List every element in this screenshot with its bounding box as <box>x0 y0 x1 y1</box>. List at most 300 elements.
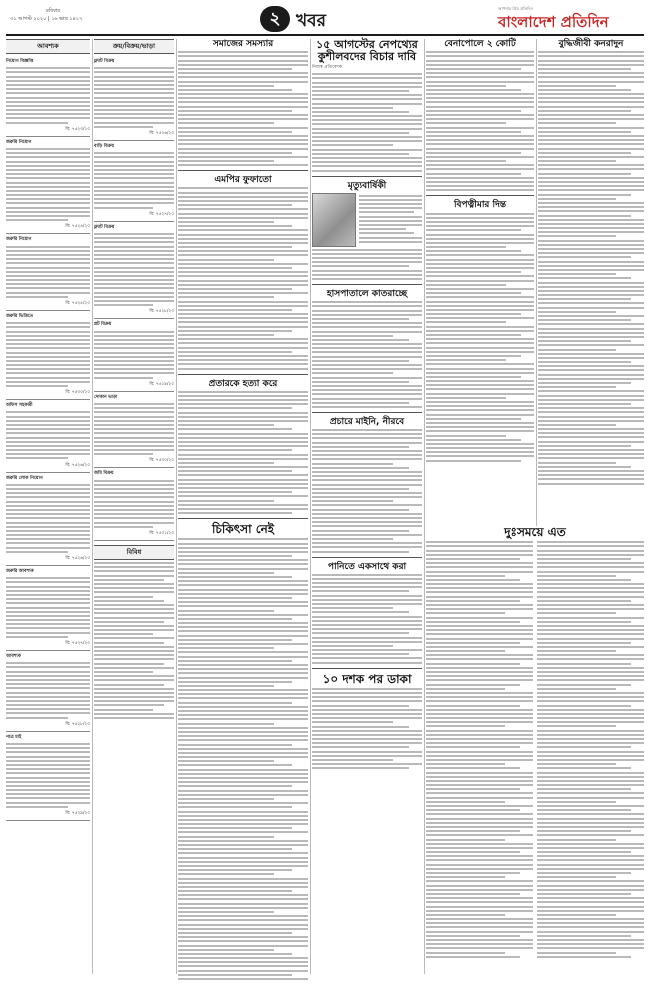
text-line <box>537 822 644 824</box>
classified-ad[interactable] <box>6 311 90 400</box>
text-line <box>312 347 422 349</box>
text-line <box>6 768 90 770</box>
text-line <box>94 509 174 511</box>
text-line <box>94 233 174 235</box>
text-line <box>94 122 174 124</box>
obituary-photo <box>312 193 356 247</box>
text-line <box>94 331 174 333</box>
news-column-3 <box>178 39 308 974</box>
text-line <box>312 331 422 333</box>
text-line <box>6 258 90 260</box>
text-line <box>312 393 422 395</box>
text-line <box>537 612 616 614</box>
text-line <box>6 105 90 107</box>
text-line <box>94 428 174 430</box>
text-line <box>6 627 90 629</box>
classified-ad[interactable] <box>6 473 90 566</box>
text-line <box>178 819 308 821</box>
text-line <box>426 629 533 631</box>
text-line <box>537 650 616 652</box>
text-line <box>6 590 90 592</box>
divider <box>178 374 308 375</box>
text-line <box>94 182 174 184</box>
text-line <box>312 356 422 358</box>
text-line <box>178 420 308 422</box>
text-line <box>94 517 174 519</box>
text-line <box>178 806 292 808</box>
text-line <box>426 330 534 332</box>
text-line <box>426 347 534 349</box>
article-text <box>538 51 644 484</box>
text-line <box>178 288 292 290</box>
text-line <box>538 315 644 317</box>
text-line <box>312 157 422 159</box>
text-line <box>426 405 534 407</box>
divider <box>426 195 534 196</box>
text-line <box>426 663 520 665</box>
text-line <box>6 492 90 494</box>
headline[interactable]: সমাজের সমস্যার <box>212 39 274 49</box>
text-line <box>6 538 90 540</box>
classified-ad[interactable] <box>94 141 174 222</box>
text-line <box>426 51 534 53</box>
text-line <box>178 317 308 319</box>
text-line <box>6 789 90 791</box>
text-line <box>178 547 308 549</box>
text-line <box>6 505 90 507</box>
text-line <box>94 416 174 418</box>
text-line <box>94 453 153 455</box>
text-line <box>178 576 292 578</box>
text-line <box>312 339 409 341</box>
text-line <box>426 93 534 95</box>
text-line <box>178 458 308 460</box>
text-line <box>538 462 616 464</box>
text-line <box>426 579 520 581</box>
text-line <box>6 675 90 677</box>
text-line <box>426 705 520 707</box>
text-line <box>312 530 409 532</box>
text-line <box>94 105 174 107</box>
text-line <box>178 338 308 340</box>
text-line <box>426 447 534 449</box>
text-line <box>178 635 308 637</box>
text-line <box>6 445 90 447</box>
text-line <box>426 935 520 937</box>
text-line <box>178 143 308 145</box>
text-line <box>94 709 153 711</box>
text-line <box>537 876 616 878</box>
text-line <box>178 932 292 934</box>
text-line <box>312 751 422 753</box>
text-line <box>94 254 174 256</box>
classified-ad-ref: বি: ৭৫২৩/২০ <box>65 126 90 132</box>
text-line <box>94 377 153 379</box>
text-line <box>94 352 174 354</box>
text-line <box>6 117 90 119</box>
text-line <box>178 416 308 418</box>
text-line <box>312 767 409 769</box>
text-line <box>312 475 422 477</box>
text-line <box>537 721 644 723</box>
text-line <box>312 759 393 761</box>
text-line <box>426 122 506 124</box>
text-line <box>426 822 533 824</box>
text-line <box>538 185 644 187</box>
text-line <box>426 612 505 614</box>
masthead-logo[interactable] <box>498 6 638 32</box>
text-line <box>94 437 174 439</box>
text-line <box>538 382 631 384</box>
classified-ad[interactable] <box>6 56 90 137</box>
text-line <box>6 416 90 418</box>
page-number: ২ <box>260 6 290 32</box>
text-line <box>312 551 409 553</box>
text-line <box>426 76 534 78</box>
text-line <box>426 767 520 769</box>
text-line <box>94 80 174 82</box>
text-line <box>94 484 174 486</box>
text-line <box>312 153 409 155</box>
text-line <box>178 238 308 240</box>
text-line <box>312 542 422 544</box>
text-line <box>537 633 644 635</box>
text-line <box>537 725 616 727</box>
text-line <box>6 671 90 673</box>
text-line <box>537 696 644 698</box>
text-line <box>537 910 644 912</box>
text-line <box>538 453 644 455</box>
headline[interactable]: এমপির ফুফাতো <box>214 175 272 186</box>
text-line <box>426 305 534 307</box>
text-line <box>537 943 644 945</box>
text-line <box>537 692 644 694</box>
headline[interactable]: ১৫ আগস্টের নেপথ্যের কুশীলবদের বিচার দাবি <box>316 38 418 63</box>
text-line <box>6 704 90 706</box>
text-line <box>312 107 393 109</box>
classified-ad[interactable] <box>94 468 174 540</box>
text-line <box>426 713 533 715</box>
text-line <box>312 504 422 506</box>
text-line <box>94 692 174 694</box>
text-line <box>426 225 534 227</box>
text-line <box>6 785 90 787</box>
text-line <box>6 267 90 269</box>
text-line <box>426 947 533 949</box>
text-line <box>537 700 644 702</box>
text-line <box>538 441 644 443</box>
text-line <box>359 224 422 226</box>
text-line <box>6 594 90 596</box>
text-line <box>426 776 533 778</box>
text-line <box>178 334 274 336</box>
text-line <box>359 207 422 209</box>
text-line <box>312 578 422 580</box>
text-line <box>6 343 90 345</box>
text-line <box>94 296 174 298</box>
text-line <box>312 709 422 711</box>
text-line <box>312 270 422 272</box>
text-line <box>178 739 308 741</box>
obituary-heading[interactable]: মৃত্যুবার্ষিকী <box>347 180 387 191</box>
text-line <box>94 562 174 564</box>
classified-jobs-column <box>6 39 90 974</box>
text-line <box>426 617 533 619</box>
text-line <box>6 526 90 528</box>
text-line <box>178 229 308 231</box>
text-line <box>94 246 174 248</box>
text-line <box>538 64 644 66</box>
text-line <box>426 443 534 445</box>
text-line <box>537 809 631 811</box>
classified-ad[interactable] <box>6 137 90 235</box>
text-line <box>537 839 616 841</box>
text-line <box>94 675 174 677</box>
text-line <box>426 730 533 732</box>
text-line <box>94 480 174 482</box>
text-line <box>538 361 631 363</box>
text-line <box>538 290 644 292</box>
text-line <box>312 90 409 92</box>
text-line <box>537 780 644 782</box>
text-line <box>426 229 521 231</box>
text-line <box>312 128 422 130</box>
text-line <box>426 675 533 677</box>
text-line <box>6 797 90 799</box>
text-line <box>426 414 534 416</box>
text-line <box>312 705 409 707</box>
text-line <box>94 202 174 204</box>
text-line <box>178 903 308 905</box>
headline[interactable]: প্রচারে মাইনি, নীরবে <box>329 416 405 427</box>
headline[interactable]: বুদ্ধিজীবী কনরাদুন <box>558 39 624 49</box>
text-line <box>538 323 644 325</box>
text-line <box>538 416 644 418</box>
text-line <box>426 114 534 116</box>
headline[interactable]: দুঃসময়ে এত <box>504 525 566 539</box>
text-line <box>178 764 292 766</box>
headline[interactable]: চিকিৎসা নেই <box>211 522 274 537</box>
headline[interactable]: প্রতারকে হত্যা করে <box>208 378 278 389</box>
text-line <box>426 426 534 428</box>
text-line <box>312 86 422 88</box>
classified-ad[interactable] <box>94 392 174 469</box>
text-line <box>426 280 534 282</box>
text-line <box>94 364 174 366</box>
article-text <box>178 51 308 166</box>
classified-ad-ref: বি: ৭৫২৮/২০ <box>65 721 90 727</box>
text-line <box>178 200 308 202</box>
column-divider <box>310 39 311 974</box>
text-line <box>426 313 521 315</box>
misc-ads <box>94 562 174 719</box>
text-line <box>426 68 521 70</box>
text-line <box>537 797 644 799</box>
headline[interactable]: বিপত্নীমার দিন্ত <box>453 200 507 211</box>
text-line <box>426 64 534 66</box>
text-line <box>537 554 644 556</box>
classified-ad[interactable] <box>94 56 174 141</box>
text-line <box>426 135 534 137</box>
classified-ad[interactable] <box>6 732 90 821</box>
text-line <box>94 625 174 627</box>
text-line <box>312 406 422 408</box>
classified-ad[interactable] <box>6 400 90 472</box>
text-line <box>178 723 274 725</box>
text-line <box>178 148 308 150</box>
text-line <box>6 577 90 579</box>
text-line <box>538 466 631 468</box>
text-line <box>94 67 174 69</box>
article-text <box>178 187 308 369</box>
text-line <box>178 580 308 582</box>
text-line <box>538 202 644 204</box>
text-line <box>312 746 409 748</box>
text-line <box>6 602 90 604</box>
text-line <box>537 872 631 874</box>
text-line <box>426 889 533 891</box>
classified-ad[interactable] <box>94 222 174 320</box>
text-line <box>537 952 616 954</box>
text-line <box>538 374 644 376</box>
text-line <box>312 161 422 163</box>
text-line <box>312 730 422 732</box>
classified-ad[interactable] <box>6 234 90 311</box>
text-line <box>312 484 422 486</box>
text-line <box>312 149 422 151</box>
text-line <box>94 583 174 585</box>
text-line <box>6 708 90 710</box>
text-line <box>94 658 174 660</box>
text-line <box>312 381 409 383</box>
text-line <box>537 596 644 598</box>
text-line <box>94 684 164 686</box>
text-line <box>426 587 533 589</box>
headline[interactable]: পানিতে একসাথে করা <box>327 561 407 572</box>
text-line <box>94 194 174 196</box>
text-line <box>426 956 520 958</box>
text-line <box>312 471 422 473</box>
text-line <box>312 649 422 651</box>
text-line <box>94 629 174 631</box>
classified-ad[interactable] <box>6 566 90 651</box>
text-line <box>6 250 90 252</box>
text-line <box>537 566 644 568</box>
text-line <box>178 292 308 294</box>
classified-ad-title: পাত্র চাই <box>6 734 22 740</box>
text-line <box>312 624 422 626</box>
text-line <box>178 677 308 679</box>
text-line <box>94 492 174 494</box>
classified-ad-list <box>94 56 174 541</box>
text-line <box>426 688 505 690</box>
text-line <box>312 657 422 659</box>
text-line <box>312 257 422 259</box>
classified-ad[interactable] <box>94 319 174 391</box>
text-line <box>426 855 533 857</box>
text-line <box>178 965 308 967</box>
headline[interactable]: বেনাপোলে ২ কোটি <box>444 39 516 49</box>
text-line <box>178 543 308 545</box>
text-line <box>312 377 422 379</box>
text-line <box>426 575 505 577</box>
text-line <box>178 462 274 464</box>
headline[interactable]: ১০ দশক পর ডাকা <box>322 671 412 686</box>
text-line <box>538 235 616 237</box>
text-line <box>178 597 292 599</box>
classified-ad-ref: বি: ৭৫২৬/২০ <box>149 131 174 136</box>
text-line <box>537 767 631 769</box>
text-line <box>426 301 534 303</box>
header-date: ৩১ আগস্ট ২০২০ | ১৬ ভাদ্র ১৪২৭ <box>10 16 83 22</box>
classified-ad[interactable] <box>6 651 90 732</box>
text-line <box>178 76 308 78</box>
text-line <box>538 114 644 116</box>
text-line <box>426 922 533 924</box>
text-line <box>178 844 308 846</box>
classified-ad-ref: বি: ৭৫২৭/২০ <box>149 211 174 217</box>
text-line <box>538 68 631 70</box>
text-line <box>537 625 644 627</box>
classified-ad-ref: বি: ৭৫২৪/২০ <box>65 224 90 230</box>
text-line <box>6 496 90 498</box>
text-line <box>312 314 422 316</box>
text-line <box>178 672 308 674</box>
text-line <box>94 173 174 175</box>
text-line <box>538 403 631 405</box>
text-line <box>94 654 174 656</box>
text-line <box>178 97 308 99</box>
text-line <box>538 93 644 95</box>
text-line <box>312 140 422 142</box>
text-line <box>537 621 631 623</box>
text-line <box>6 517 90 519</box>
text-line <box>537 947 644 949</box>
text-line <box>94 505 174 507</box>
text-line <box>178 689 308 691</box>
text-line <box>312 274 422 276</box>
text-line <box>94 646 174 648</box>
text-line <box>426 393 534 395</box>
text-line <box>178 217 308 219</box>
text-line <box>178 114 308 116</box>
text-line <box>426 355 521 357</box>
text-line <box>178 160 274 162</box>
text-line <box>6 632 90 634</box>
text-line <box>312 372 393 374</box>
text-line <box>538 286 644 288</box>
text-line <box>359 195 422 197</box>
text-line <box>6 457 68 459</box>
text-line <box>538 122 616 124</box>
headline[interactable]: হাসপাতালে কাতরাচ্ছে <box>326 289 408 299</box>
text-line <box>426 271 521 273</box>
text-line <box>538 428 644 430</box>
text-line <box>94 696 174 698</box>
text-line <box>537 579 631 581</box>
text-line <box>178 785 292 787</box>
text-line <box>312 479 422 481</box>
news-column-4 <box>312 39 422 974</box>
text-line <box>312 429 422 431</box>
text-line <box>426 101 534 103</box>
classified-heading: আবশ্যক <box>6 39 90 54</box>
text-line <box>178 622 308 624</box>
text-line <box>178 85 274 87</box>
text-line <box>426 85 506 87</box>
text-line <box>178 978 308 980</box>
text-line <box>537 918 644 920</box>
